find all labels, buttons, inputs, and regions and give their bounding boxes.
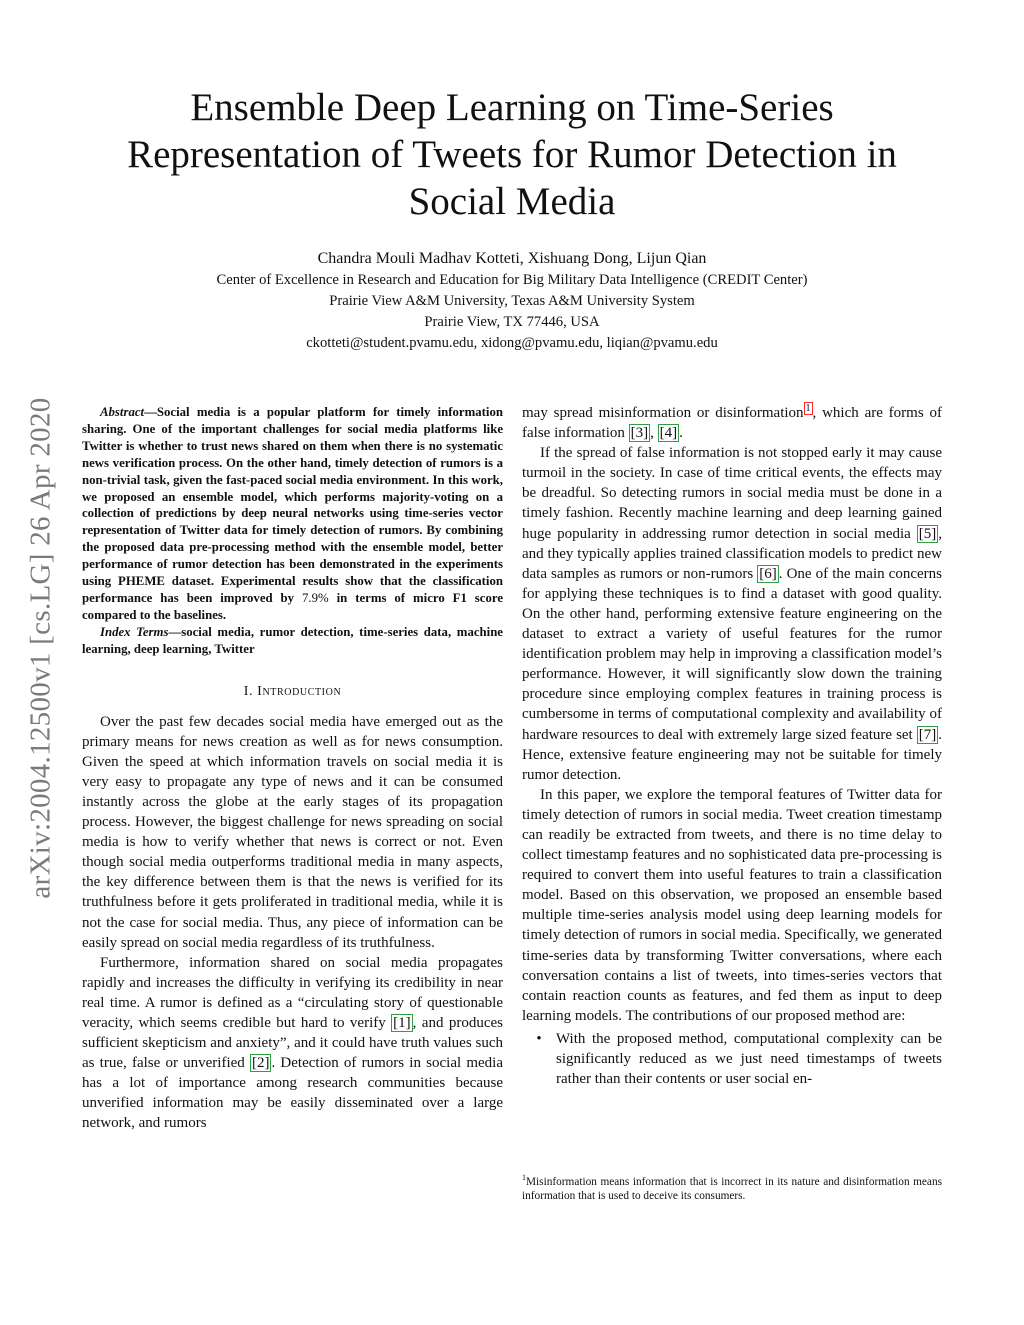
paragraph: Over the past few decades social media have emerged out as the primary means for news creation as well as for news consumption. Given the speed at which information travels on social media it is very easy to propagate any type of news and it can be consumed instantly across the globe at the early stages of its propagation process. However, the biggest challenge for news spreading on social media is how to verify whether that news is correct or not. Even though social media outperforms traditional media in many aspects, the key difference between them is that the news is verified for its truthfulness before it gets proliferated in traditional media, while it is not the case for social media. Thus, any piece of information can be easily spread on social media regardless of its truthfulness. (82, 713, 503, 951)
list-item-text: With the proposed method, computational complexity can be significantly reduced as we just need timestamps of tweets rather than their contents or user social en- (556, 1030, 942, 1088)
index-terms-label: Index Terms (100, 624, 169, 639)
footnote-mark: 1 (522, 1173, 526, 1182)
left-column (82, 404, 503, 1134)
index-terms-text: —social media, rumor detection, time-series data, machine learning, deep learning, Twitter (82, 624, 503, 656)
citation-link[interactable]: [4] (659, 425, 678, 442)
right-column (522, 403, 942, 1089)
citation-link[interactable]: [6] (759, 565, 777, 582)
paper-title: Ensemble Deep Learning on Time-Series Representation of Tweets for Rumor Detection in Social Media (127, 86, 897, 223)
arxiv-watermark (16, 348, 66, 948)
paragraph: Furthermore, information shared on social media propagates rapidly and increases the difficulty in verifying its credibility in near real time. A rumor is defined as a “circulating story of questionable veracity, which seems credible but hard to verify [1] , and produces sufficient skepticism and anxiety”, and it could have truth values such as true, false or unverified [2] . Detection of rumors in social media has a lot of importance among research communities because unverified information may be easily disseminated over a large network, and rumors (82, 954, 503, 1132)
abstract (82, 404, 503, 624)
paragraph: may spread misinformation or disinformation $^1$ , which are forms of false information [3] , [4] . (522, 403, 942, 442)
list-item (522, 1029, 942, 1089)
paragraph: If the spread of false information is not stopped early it may cause turmoil in the society. In case of time critical events, the effects may be dreadful. So detecting rumors in social media must be done in a timely fashion. Recently machine learning and deep learning gained huge popularity in addressing rumor detection in social media [5] , and they typically applies trained classification models to predict new data samples as rumors or non-rumors [6] . One of the main concerns for applying these techniques is to find a dataset with good quality. On the other hand, performing extensive feature engineering on the dataset to extract a variety of useful features for the rumor identification problem may help in improving a classification model’s performance. However, it will significantly slow down the training procedure since employing complex features in training process is cumbersome in terms of computational complexity and availability of hardware resources to deal with extremely large sized feature set [7] . Hence, extensive feature engineering may not be suitable for timely rumor detection. (522, 445, 942, 783)
improvement-value: 7.9% (302, 590, 329, 605)
citation-link[interactable]: [3] (630, 425, 649, 442)
citation-link[interactable]: [5] (918, 525, 937, 542)
paragraph: In this paper, we explore the temporal features of Twitter data for timely detection of rumors in social media. Tweet creation timestamp can readily be extracted from tweets, and there is no time delay to collect timestamp features and no sophisticated data pre-processing is required to convert them into useful features to train a classification model. Based on this observation, we proposed an ensemble based multiple time-series analysis model using deep learning models for timely detection of rumors in social media. Specifically, we generated time-series data by transforming Twitter conversations, where each conversation contains a list of tweets, into times-series vectors that contain reaction counts as features, and fed them as input to deep learning models. The contributions of our proposed method are: (522, 786, 942, 1024)
bullet-icon: • (536, 1030, 542, 1047)
index-terms (82, 624, 503, 658)
citation-link[interactable]: [1] (393, 1015, 411, 1031)
citation-link[interactable]: [7] (918, 726, 937, 743)
author-emails: ckotteti@student.pvamu.edu, xidong@pvamu.edu, liqian@pvamu.edu (306, 335, 718, 351)
affiliation-line: Prairie View, TX 77446, USA (424, 314, 600, 330)
arxiv-identifier: arXiv:2004.12500v1 [cs.LG] 26 Apr 2020 (24, 397, 57, 899)
abstract-text: —Social media is a popular platform for timely information sharing. One of the important challenges for social media platforms like Twitter is whether to trust news shared on them when there is no systematic news verification process. On the other hand, timely detection of rumors is a non-trivial task, given the fast-paced social media environment. In this work, we proposed an ensemble model, which performs majority-voting on a collection of predictions by deep neural networks using time-series vector representation of Twitter data for timely detection of rumors. By combining the proposed data pre-processing method with the ensemble model, better performance of rumor detection has been demonstrated in the experiments using PHEME dataset. Experimental results show that the classification performance has been improved by (82, 405, 503, 605)
abstract-label: Abstract (100, 405, 145, 419)
abstract-text-end: in terms of micro F1 score compared to the baselines. (82, 590, 503, 622)
section-heading: I. Introduction (243, 683, 342, 699)
citation-link[interactable]: [2] (251, 1055, 270, 1072)
affiliation-line: Center of Excellence in Research and Education for Big Military Data Intelligence (CREDIT Center) (216, 272, 808, 288)
affiliation-line: Prairie View A&M University, Texas A&M University System (329, 293, 695, 309)
author-list: Chandra Mouli Madhav Kotteti, Xishuang Dong, Lijun Qian (317, 250, 707, 267)
footnote (522, 1171, 942, 1204)
footnote-link[interactable]: 1 (805, 403, 811, 414)
footnote-text: Misinformation means information that is incorrect in its nature and disinformation means information that is used to deceive its consumers. (522, 1175, 942, 1203)
